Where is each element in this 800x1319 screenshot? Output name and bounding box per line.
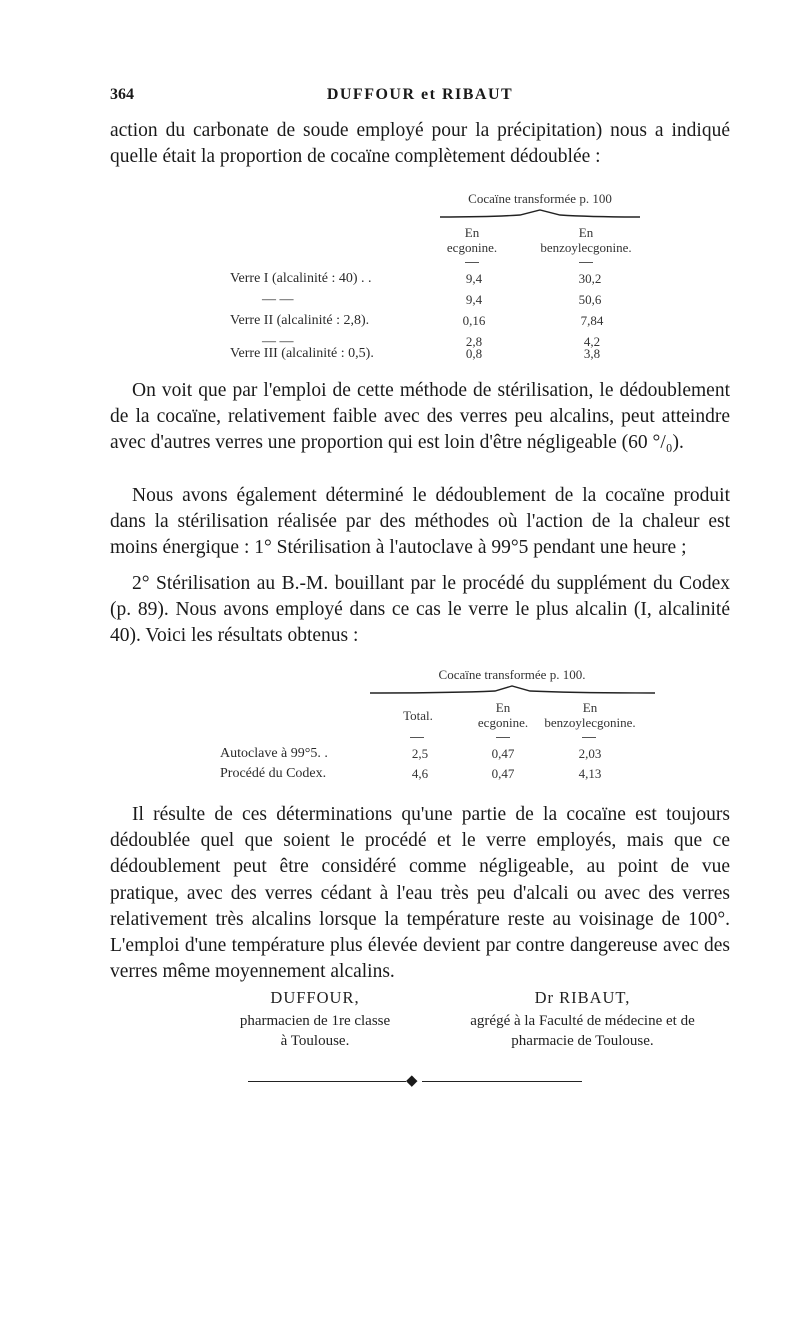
table1-cell: 9,4 xyxy=(465,292,483,307)
table1-cell: 3,8 xyxy=(583,346,601,361)
signature-left xyxy=(200,988,430,1051)
ornament-line-left xyxy=(248,1081,406,1082)
table2-caption: Cocaïne transformée p. 100. xyxy=(438,667,586,682)
table2-col1-line2: ecgonine. xyxy=(477,715,529,730)
paragraph-3: Nous avons également déterminé le dédoublement de la cocaïne produit dans la stérilisation réalisée par des méthodes où l'action de la chaleur est moins énergique : 1° Stérilisation à l'autoclave à 99°5 pendant une heure ; xyxy=(110,485,730,559)
ornament-line-right xyxy=(422,1081,582,1082)
end-ornament xyxy=(248,1071,582,1089)
table1-cell: 50,6 xyxy=(578,292,602,307)
table1-col2-dash xyxy=(579,262,593,263)
table2-row-label: Autoclave à 99°5. . xyxy=(220,746,328,761)
table2-col0: Total. xyxy=(403,708,433,723)
running-title: DUFFOUR et RIBAUT xyxy=(326,86,514,103)
table2-col0-dash xyxy=(410,737,424,738)
table1-row-label: Verre I (alcalinité : 40) . . xyxy=(230,271,372,286)
table1-col2-line2: benzoylecgonine. xyxy=(540,240,632,255)
paragraph-2: On voit que par l'emploi de cette méthode de stérilisation, le dédoublement de la cocaïne, relativement faible avec des verres peu alcalins, peut atteindre avec d'autres verres une proportion qui est loin d'être négligeable (60 °/₀). xyxy=(110,380,730,454)
paragraph-4: 2° Stérilisation au B.-M. bouillant par le procédé du supplément du Codex (p. 89). Nous avons employé dans ce cas le verre le plus alcalin (I, alcalinité 40). Voici les résultats obtenus : xyxy=(110,573,730,647)
table2-cell: 0,47 xyxy=(491,746,515,761)
table1-cell: 0,16 xyxy=(462,313,486,328)
paragraph-1: action du carbonate de soude employé pour la précipitation) nous a indiqué quelle était la proportion de cocaïne complètement dédoublée : xyxy=(110,120,730,168)
table1-col1-line1: En xyxy=(464,225,480,240)
table2-col1-line1: En xyxy=(495,700,511,715)
table1-brace xyxy=(440,209,640,219)
table1-caption: Cocaïne transformée p. 100 xyxy=(468,191,612,206)
table2-cell: 4,6 xyxy=(411,766,429,781)
table2-cell: 0,47 xyxy=(491,766,515,781)
table2-row-label: Procédé du Codex. xyxy=(220,766,327,781)
signature-left-line1: pharmacien de 1re classe xyxy=(239,1013,391,1029)
table1-cell: 7,84 xyxy=(580,313,604,328)
signature-left-line2: à Toulouse. xyxy=(280,1033,350,1049)
table2-cell: 2,03 xyxy=(578,746,602,761)
page-header xyxy=(110,86,730,110)
table2-brace xyxy=(370,685,655,695)
table2-col2-line2: benzoylecgonine. xyxy=(544,715,636,730)
signature-right-line2: pharmacie de Toulouse. xyxy=(511,1033,654,1049)
diamond-icon: ◆ xyxy=(406,1071,418,1089)
signature-right xyxy=(425,988,740,1051)
table1-cell: 30,2 xyxy=(578,271,602,286)
page-number: 364 xyxy=(110,86,134,103)
table1-cell: 0,8 xyxy=(465,346,483,361)
table1-cell: 4,2 xyxy=(583,334,601,349)
table1-row-label: — — xyxy=(262,292,294,307)
table1-row-label: Verre II (alcalinité : 2,8). xyxy=(230,313,370,328)
signature-right-line1: agrégé à la Faculté de médecine et de xyxy=(470,1013,695,1029)
signature-right-name: Dr RIBAUT, xyxy=(534,988,631,1007)
table2-col1-dash xyxy=(496,737,510,738)
table1-row-label: Verre III (alcalinité : 0,5). xyxy=(230,346,374,361)
signature-left-name: DUFFOUR, xyxy=(270,988,360,1007)
table1-col1-dash xyxy=(465,262,479,263)
paragraph-5: Il résulte de ces déterminations qu'une partie de la cocaïne est toujours dédoublée quel que soient le procédé et le verre employés, mais que ce dédoublement peut être considéré comme négligeable, au point de vue pratique, avec des verres cédant à l'eau très peu d'alcali ou avec des verres relativement très alcalins lorsque la température reste au voisinage de 100°. L'emploi d'une température plus élevée devient par contre dangereuse avec des verres même moyennement alcalins. xyxy=(110,804,730,983)
table1-cell: 2,8 xyxy=(465,334,483,349)
table2-cell: 2,5 xyxy=(411,746,429,761)
table1-row-label: — — xyxy=(262,334,294,349)
table2-col2-line1: En xyxy=(582,700,598,715)
table2-cell: 4,13 xyxy=(578,766,602,781)
table1-col1-line2: ecgonine. xyxy=(446,240,498,255)
table2-col2-dash xyxy=(582,737,596,738)
table1-cell: 9,4 xyxy=(465,271,483,286)
table1-col2-line1: En xyxy=(578,225,594,240)
